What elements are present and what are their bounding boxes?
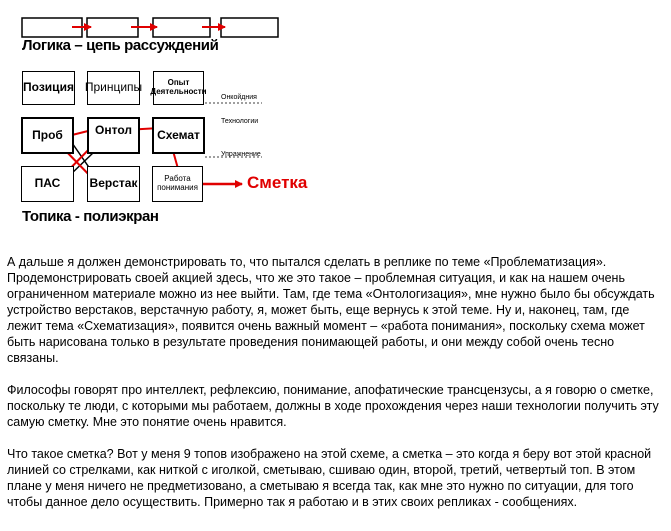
box-ontol-label: Онтол	[95, 123, 132, 137]
box-experience-line1: Опыт	[167, 78, 190, 88]
box-position-label: Позиция	[23, 80, 74, 95]
box-schemat	[152, 117, 205, 154]
row-label-2: Технологии	[221, 118, 259, 125]
box-verstak-label: Верстак	[89, 176, 138, 191]
chain-box-4	[221, 18, 278, 37]
article-text	[7, 254, 667, 526]
box-verstak	[87, 166, 140, 202]
caption-topic: Топика - полиэкран	[22, 208, 159, 225]
box-understanding-line2: понимания	[157, 183, 198, 192]
smetka-label: Сметка	[247, 173, 308, 192]
box-principles	[84, 71, 143, 105]
caption-logic: Логика – цепь рассуждений	[22, 37, 219, 54]
box-understanding	[152, 166, 203, 202]
box-principles-label: Принципы	[84, 80, 143, 95]
paragraph-2: Философы говорят про интеллект, рефлексию, понимание, апофатические трансцензусы, а я говорю о сметке, поскольку те люди, с которыми мы работаем, должны в ходе прохождения через наши технологии получить эту самую сметку. Мне это понятие очень нравится.	[7, 383, 659, 429]
paragraph-1: А дальше я должен демонстрировать то, что пытался сделать в реплике по теме «Проблематизация». Продемонстрировать своей акцией здесь, что же это такое – проблемная ситуация, и как на нашем очень ограниченном материале можно из нее выйти. Там, где тема «Онтологизация», мне нужно было бы обсуждать устройство верстаков, верстачную работу, я, может быть, еще вернусь к этой теме. Ну и, наконец, там, где лежит тема «Схематизация», появится очень важный момент – «работа понимания», поскольку схема может быть нарисована только в результате проведения понимающей работы, и они между собой очень тесно связаны.	[7, 255, 655, 365]
box-pas	[21, 166, 74, 202]
chain-box-3	[153, 18, 210, 37]
box-experience-line2: Деятельности	[150, 87, 207, 96]
paragraph-3: Что такое сметка? Вот у меня 9 топов изображено на этой схеме, а сметка – это когда я беру вот этой красной линией со стрелками, как ниткой с иголкой, сметываю, сшиваю один, второй, третий, четвертый топ. В этом плане у меня ничего не предметизовано, а сметываю я всегда так, как мне это нужно по ситуации, для того чтобы данное дело осуществить. Примерно так я работаю и в этих своих репликах - сообщениях.	[7, 447, 652, 509]
box-experience	[150, 71, 207, 105]
row-label-1: Онкойдния	[221, 94, 257, 101]
box-ontol	[87, 117, 140, 154]
box-schemat-label: Схемат	[157, 127, 200, 142]
box-understanding-line1: Работа	[164, 174, 191, 184]
box-prob	[21, 117, 74, 154]
box-pas-label: ПАС	[34, 176, 61, 191]
box-prob-label: Проб	[32, 127, 63, 142]
chain-box-2	[87, 18, 138, 37]
row-label-3: Упражнение	[221, 151, 261, 158]
box-position	[22, 71, 75, 105]
